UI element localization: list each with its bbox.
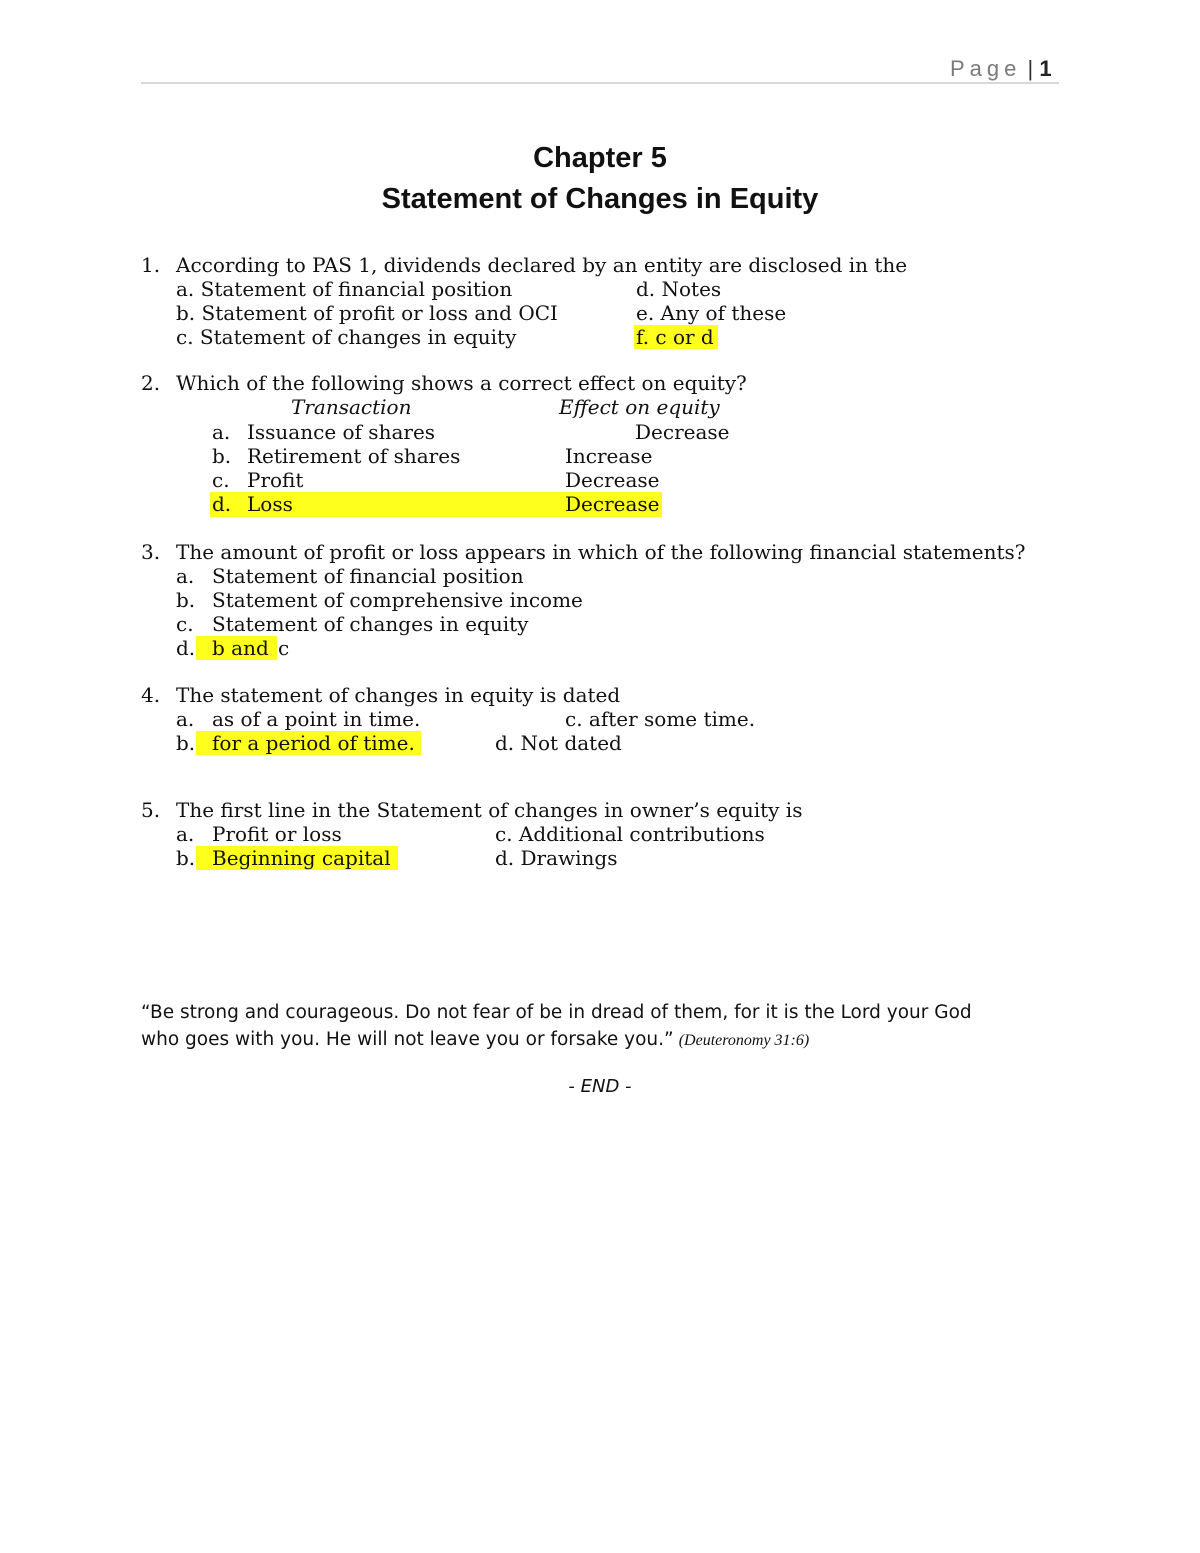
option-d: d. Drawings [495,846,618,870]
option-d: d. Notes [636,277,722,301]
option-c: c. Statement of changes in equity [176,325,517,349]
option-c: c. Additional contributions [495,822,765,846]
row-effect: Decrease [635,420,730,444]
column-header-effect: Effect on equity [559,395,720,419]
page-word: Page [950,56,1022,81]
row-transaction: Retirement of shares [247,444,461,468]
row-transaction: Issuance of shares [247,420,436,444]
row-letter: b. [212,444,232,468]
question-number: 1. [141,253,161,277]
option-letter: a. [176,564,195,588]
question-number: 3. [141,540,161,564]
page-number: 1 [1039,56,1052,81]
option-letter: b. [176,588,196,612]
column-header-transaction: Transaction [291,395,412,419]
row-transaction: Profit [247,468,304,492]
question-text: Which of the following shows a correct effect on equity? [176,371,747,395]
quote-line-2 [141,1029,809,1050]
option-d: d. Not dated [495,731,622,755]
option-letter: c. [176,612,194,636]
row-effect: Decrease [565,492,660,516]
row-transaction: Loss [247,492,293,516]
row-effect: Decrease [565,468,660,492]
question-number: 2. [141,371,161,395]
option-letter: b. [176,846,196,870]
question-text: The amount of profit or loss appears in which of the following financial statements? [176,540,1026,564]
option-b: b. Statement of profit or loss and OCI [176,301,558,325]
question-text: The first line in the Statement of changes in owner’s equity is [176,798,803,822]
row-letter: a. [212,420,231,444]
question-text: The statement of changes in equity is dated [176,683,621,707]
row-letter: d. [212,492,232,516]
row-letter: c. [212,468,230,492]
page-header [950,56,1052,82]
quote-citation: (Deuteronomy 31:6) [678,1032,810,1049]
page-title: Statement of Changes in Equity [381,183,819,215]
option-e: e. Any of these [636,301,787,325]
option-a: Statement of financial position [212,564,524,588]
option-letter: b. [176,731,196,755]
option-d-answer: b and [212,636,269,660]
option-a: Profit or loss [212,822,342,846]
quote-text: who goes with you. He will not leave you or forsake you.” [141,1029,674,1050]
option-letter: a. [176,707,195,731]
option-a: as of a point in time. [212,707,421,731]
chapter-title: Chapter 5 [533,142,667,174]
option-b-answer: Beginning capital [212,846,391,870]
question-number: 5. [141,798,161,822]
end-marker: - END - [568,1076,632,1097]
option-f-answer: f. c or d [634,325,718,349]
question-text: According to PAS 1, dividends declared by an entity are disclosed in the [176,253,908,277]
option-letter: d. [176,636,196,660]
option-letter: a. [176,822,195,846]
option-b: Statement of comprehensive income [212,588,583,612]
page-separator: | [1027,56,1034,81]
header-rule [141,82,1059,84]
option-b-answer: for a period of time. [212,731,415,755]
option-c: Statement of changes in equity [212,612,529,636]
quote-line-1: “Be strong and courageous. Do not fear of be in dread of them, for it is the Lord your God [141,1002,972,1023]
question-number: 4. [141,683,161,707]
option-a: a. Statement of financial position [176,277,513,301]
row-effect: Increase [565,444,653,468]
option-d-rest: c [278,636,290,660]
option-c: c. after some time. [565,707,756,731]
